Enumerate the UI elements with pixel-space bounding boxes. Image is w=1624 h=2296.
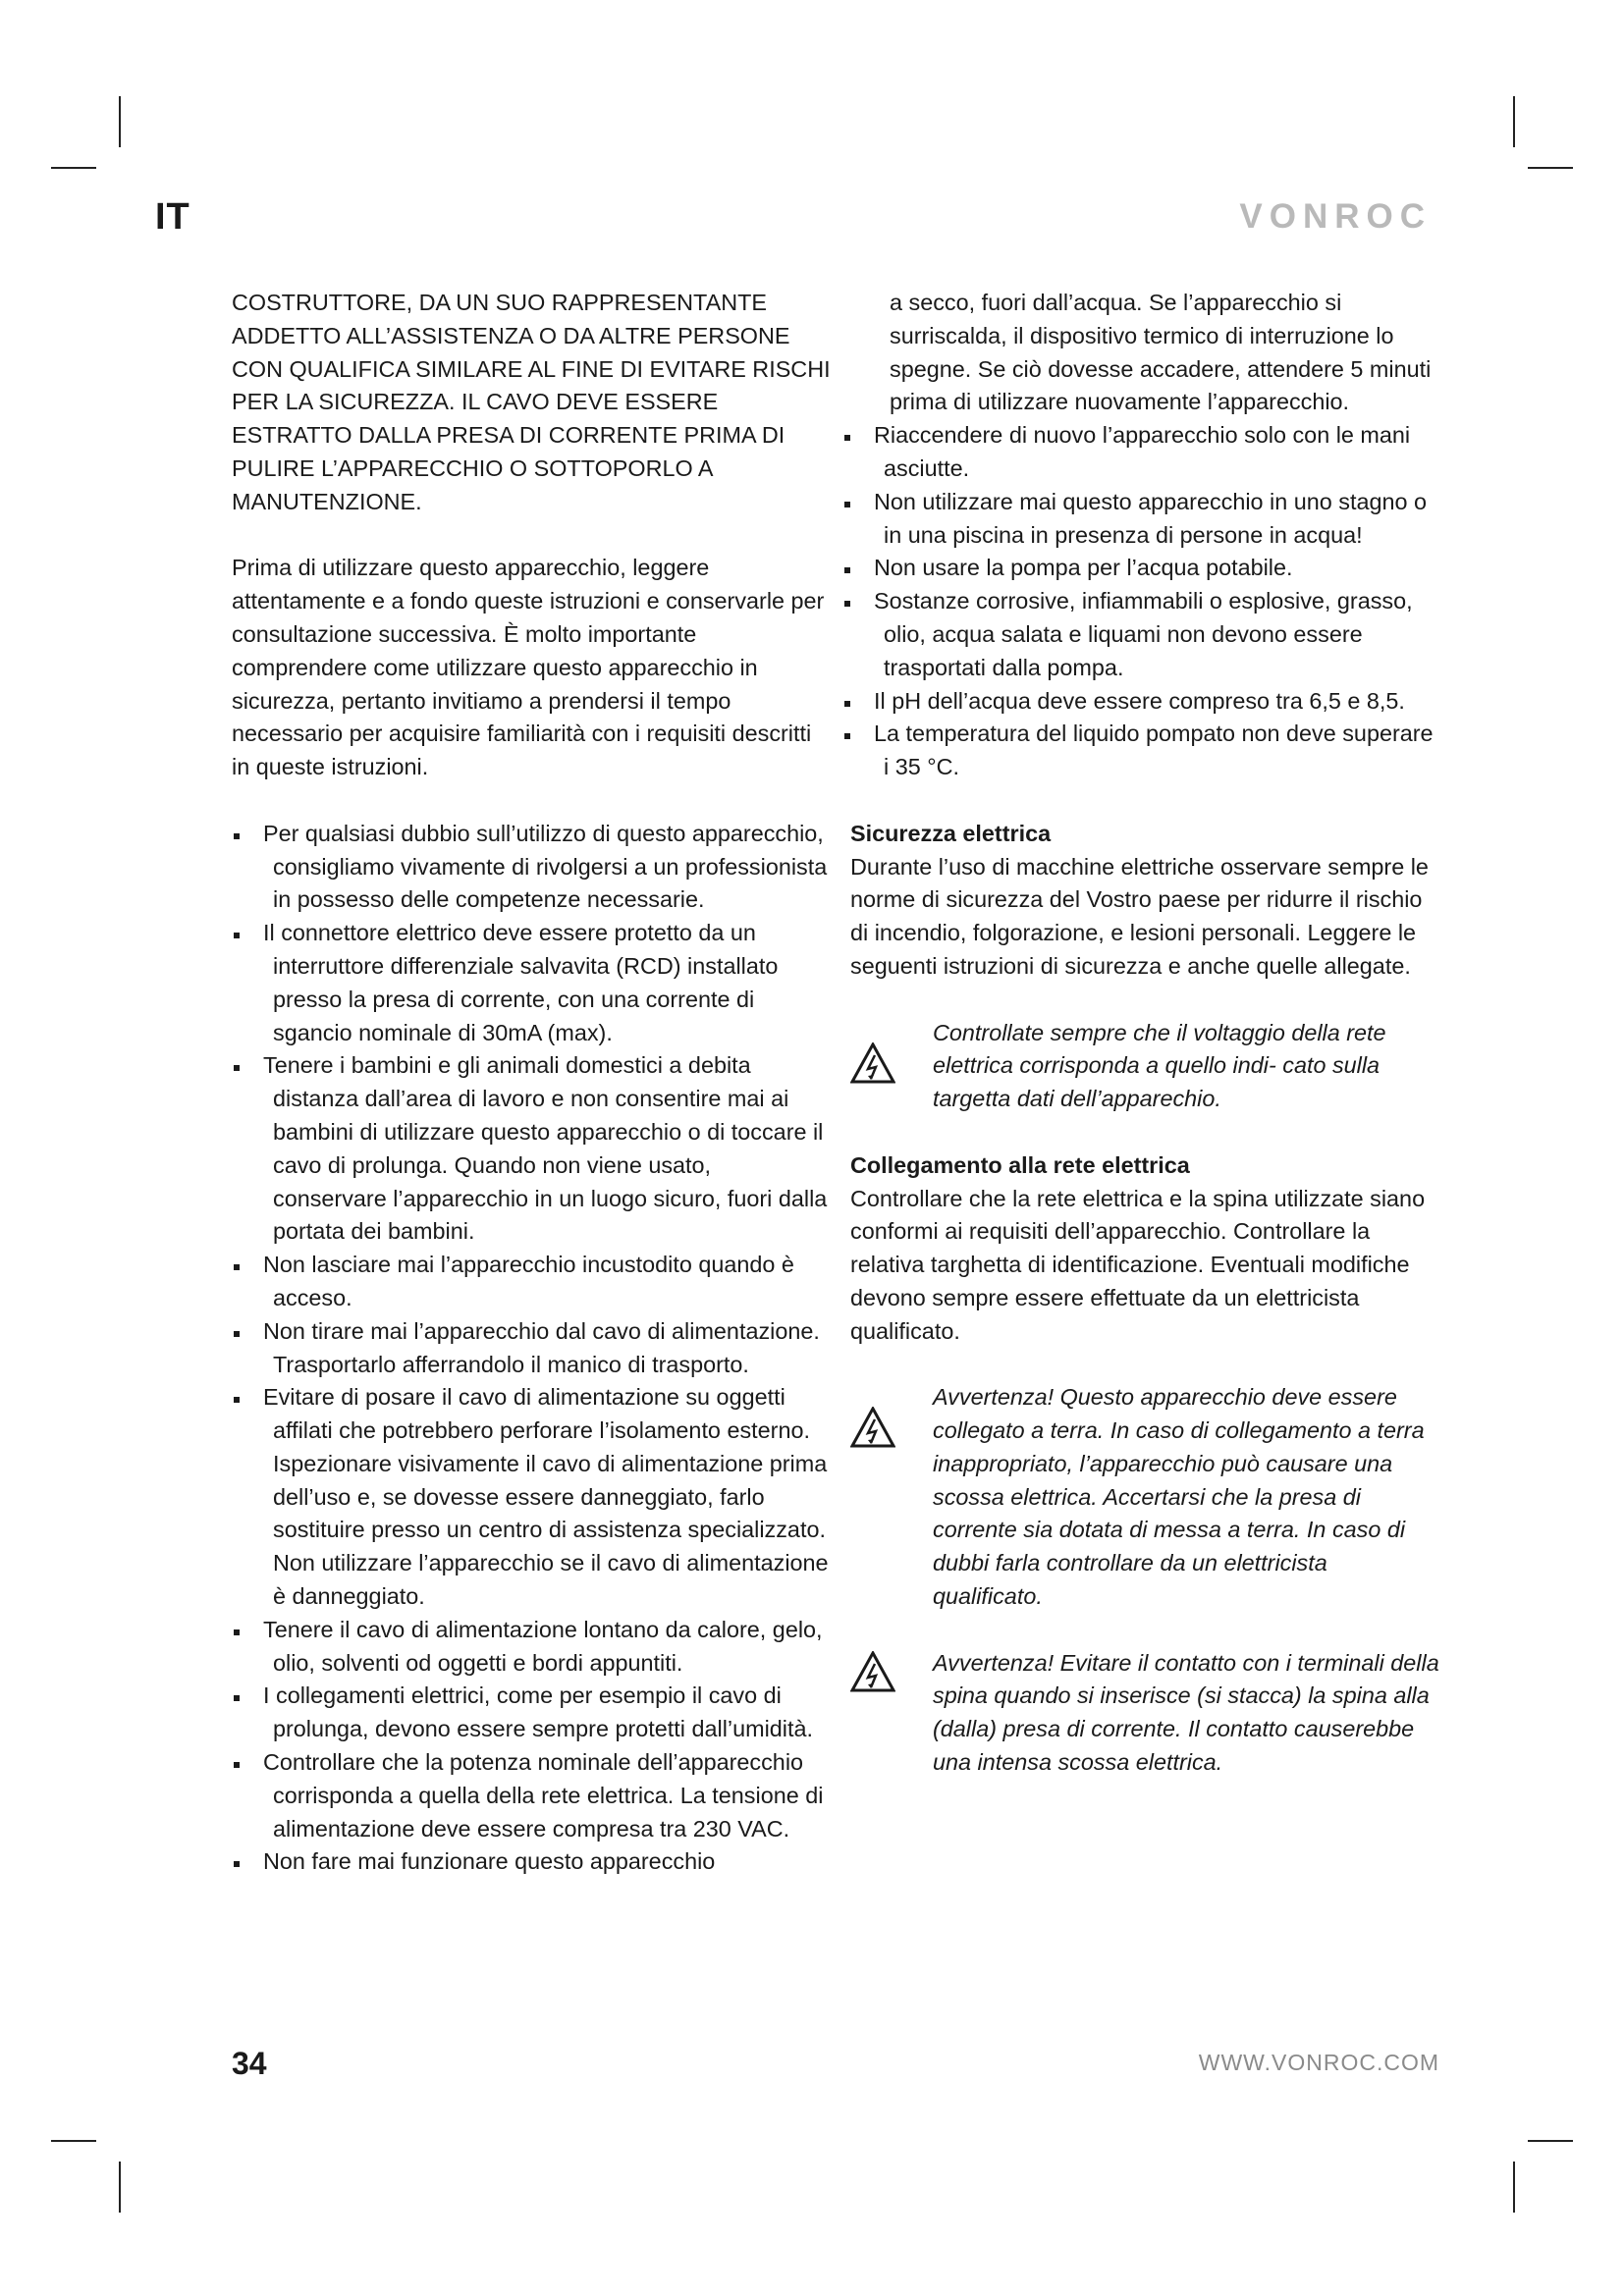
list-item: Non tirare mai l’apparecchio dal cavo di alimentazione. Trasportarlo afferrandolo il manico di trasporto. — [232, 1315, 831, 1382]
crop-mark — [51, 2140, 96, 2142]
list-item: La temperatura del liquido pompato non deve superare i 35 °C. — [842, 718, 1443, 784]
section-title-electrical-safety: Sicurezza elettrica — [850, 820, 1052, 846]
list-item: Non fare mai funzionare questo apparecchio — [232, 1845, 831, 1879]
crop-mark — [1528, 2140, 1573, 2142]
crop-mark — [119, 2162, 121, 2213]
warning-voltage — [850, 1017, 1443, 1116]
list-item: Controllare che la potenza nominale dell’apparecchio corrisponda a quella della rete elettrica. La tensione di alimentazione deve essere compresa tra 230 VAC. — [232, 1746, 831, 1845]
list-item: Tenere il cavo di alimentazione lontano da calore, gelo, olio, solventi od oggetti e bordi appuntiti. — [232, 1614, 831, 1681]
warning-earthing — [850, 1381, 1443, 1614]
electric-hazard-icon — [850, 1651, 895, 1692]
page-number: 34 — [232, 2046, 267, 2081]
crop-mark — [51, 167, 96, 169]
crop-mark — [1513, 2162, 1515, 2213]
warning-text: Controllate sempre che il voltaggio della rete elettrica corrisponda a quello indi- cato sulla targetta dati dell’apparechio. — [933, 1019, 1386, 1112]
warning-text: Avvertenza! Questo apparecchio deve essere collegato a terra. In caso di collegamento a terra inappropriato, l’apparecchio può causare una scossa elettrica. Accertarsi che la presa di corrente sia dotata di messa a terra. In caso di dubbi farla controllare da un elettricista qualificato. — [933, 1384, 1425, 1610]
section-title-mains-connection: Collegamento alla rete elettrica — [850, 1151, 1190, 1178]
caps-paragraph: COSTRUTTORE, DA UN SUO RAPPRESENTANTE ADDETTO ALL’ASSISTENZA O DA ALTRE PERSONE CON QUALIFICA SIMILARE AL FINE DI EVITARE RISCHI PER LA SICUREZZA. IL CAVO DEVE ESSERE ESTRATTO DALLA PRESA DI CORRENTE PRIMA DI PULIRE L’APPARECCHIO O SOTTOPORLO A MANUTENZIONE. — [232, 290, 831, 514]
list-item: Evitare di posare il cavo di alimentazione su oggetti affilati che potrebbero perforare l’isolamento esterno. Ispezionare visivamente il cavo di alimentazione prima dell’uso e, se dovesse essere danneggiato, farlo sostituire presso un centro di assistenza specializzato. Non utilizzare l’apparecchio se il cavo di alimentazione è danneggiato. — [232, 1381, 831, 1614]
list-item: Il connettore elettrico deve essere protetto da un interruttore differenziale salvavita (RCD) installato presso la presa di corrente, con una corrente di sgancio nominale di 30mA (max). — [232, 917, 831, 1049]
crop-mark — [119, 96, 121, 147]
list-item: Il pH dell’acqua deve essere compreso tra 6,5 e 8,5. — [842, 685, 1443, 719]
language-code: IT — [155, 196, 190, 238]
left-column — [232, 287, 831, 1879]
warning-plug-terminals — [850, 1647, 1443, 1780]
list-item: Non usare la pompa per l’acqua potabile. — [842, 552, 1443, 585]
electric-hazard-icon — [850, 1042, 895, 1084]
left-bullet-list — [232, 818, 831, 1880]
list-item: Non utilizzare mai questo apparecchio in uno stagno o in una piscina in presenza di persone in acqua! — [842, 486, 1443, 553]
section-text-electrical-safety: Durante l’uso di macchine elettriche osservare sempre le norme di sicurezza del Vostro paese per ridurre il rischio di incendio, folgorazione, e lesioni personali. Leggere le seguenti istruzioni di sicurezza e anche quelle allegate. — [850, 853, 1429, 979]
list-item: Per qualsiasi dubbio sull’utilizzo di questo apparecchio, consigliamo vivamente di rivolgersi a un professionista in possesso delle competenze necessarie. — [232, 818, 831, 917]
list-item: Riaccendere di nuovo l’apparecchio solo con le mani asciutte. — [842, 419, 1443, 486]
crop-mark — [1528, 167, 1573, 169]
continued-bullet-text: a secco, fuori dall’acqua. Se l’apparecchio si surriscalda, il dispositivo termico di interruzione lo spegne. Se ciò dovesse accadere, attendere 5 minuti prima di utilizzare nuovamente l’apparecchio. — [890, 290, 1432, 415]
right-column — [850, 287, 1443, 1780]
list-item: Tenere i bambini e gli animali domestici a debita distanza dall’area di lavoro e non consentire mai ai bambini di utilizzare questo apparecchio o di toccare il cavo di prolunga. Quando non viene usato, conservare l’apparecchio in un luogo sicuro, fuori dalla portata dei bambini. — [232, 1049, 831, 1249]
warning-text: Avvertenza! Evitare il contatto con i terminali della spina quando si inserisce (si stacca) la spina alla (dalla) presa di corrente. Il contatto causerebbe una intensa scossa elettrica. — [933, 1649, 1439, 1776]
intro-paragraph: Prima di utilizzare questo apparecchio, leggere attentamente e a fondo queste istruzioni e conservarle per consultazione successiva. È molto importante comprendere come utilizzare questo apparecchio in sicurezza, pertanto invitiamo a prendersi il tempo necessario per acquisire familiarità con i requisiti descritti in queste istruzioni. — [232, 555, 825, 780]
list-item: I collegamenti elettrici, come per esempio il cavo di prolunga, devono essere sempre protetti dall’umidità. — [232, 1680, 831, 1746]
crop-mark — [1513, 96, 1515, 147]
section-text-mains-connection: Controllare che la rete elettrica e la spina utilizzate siano conformi ai requisiti dell’apparecchio. Controllare la relativa targhetta di identificazione. Eventuali modifiche devono sempre essere effettuate da un elettricista qualificato. — [850, 1185, 1426, 1344]
list-item: Non lasciare mai l’apparecchio incustodito quando è acceso. — [232, 1249, 831, 1315]
electric-hazard-icon — [850, 1407, 895, 1448]
right-bullet-list — [842, 419, 1443, 784]
brand-logo: VONROC — [1239, 197, 1432, 236]
list-item: Sostanze corrosive, infiammabili o esplosive, grasso, olio, acqua salata e liquami non devono essere trasportati dalla pompa. — [842, 585, 1443, 684]
website-url: WWW.VONROC.COM — [1198, 2050, 1439, 2075]
